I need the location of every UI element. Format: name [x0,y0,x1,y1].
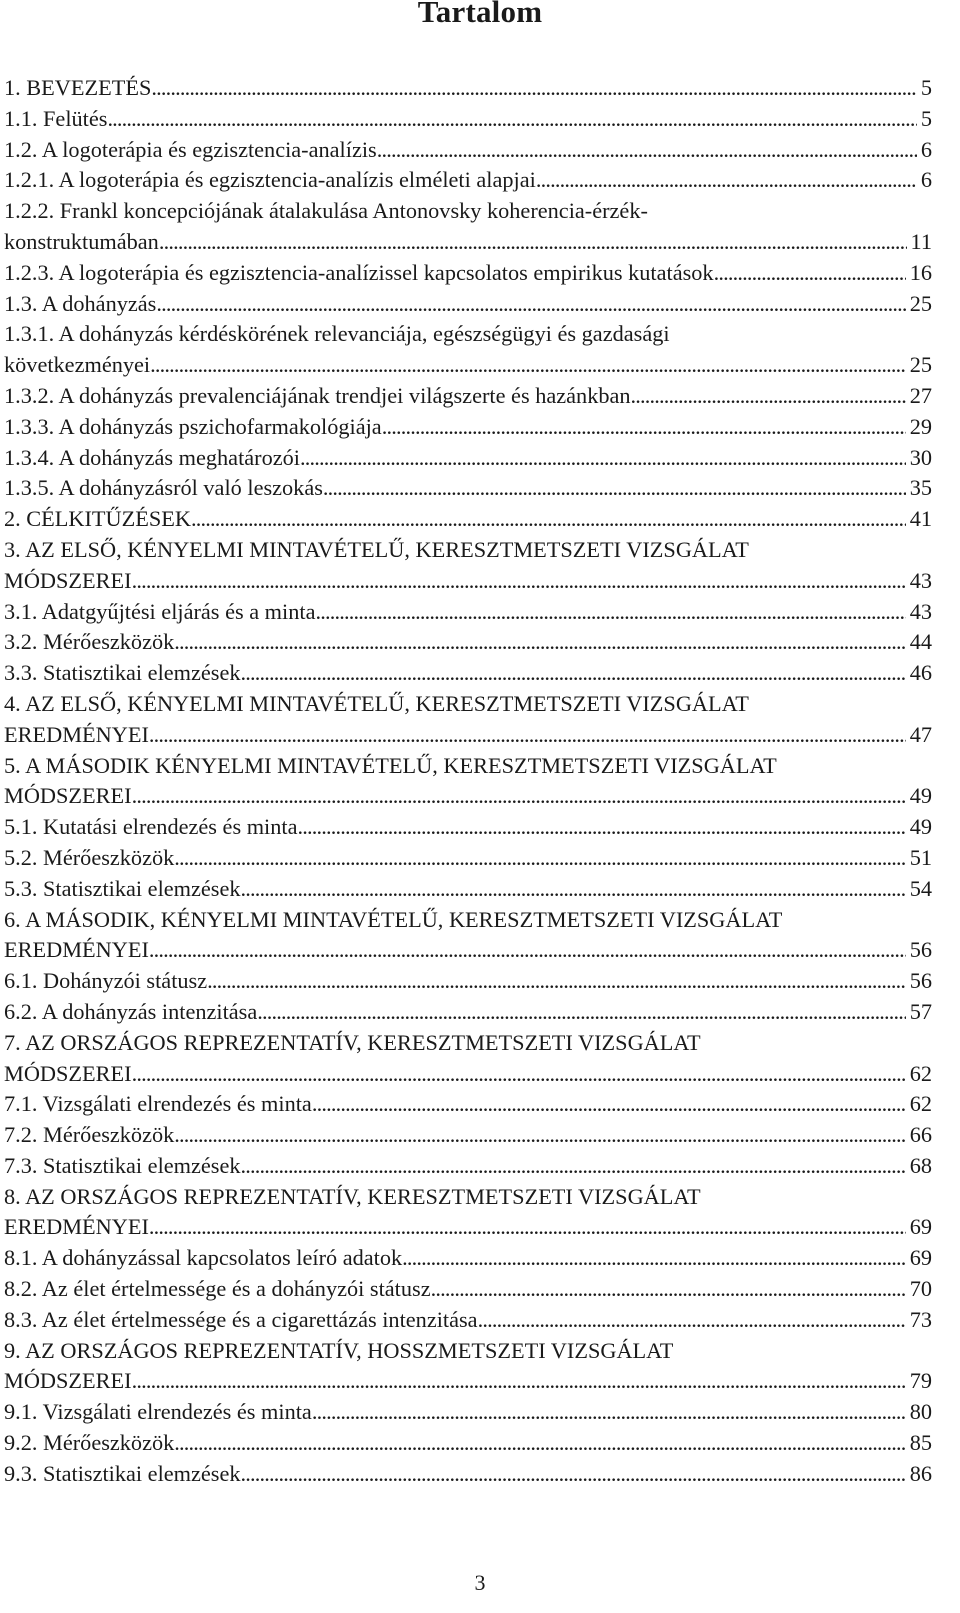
toc-entry-page-number: 30 [909,444,932,470]
toc-entry-title: 5.1. Kutatási elrendezés és minta [4,814,298,840]
dot-leader [149,720,906,751]
dot-leader [150,350,906,381]
toc-entry[interactable] [4,751,932,813]
toc-entry-page-number: 54 [909,875,932,901]
toc-entry-page-number: 86 [909,1460,932,1486]
toc-entry-page-number: 27 [909,382,932,408]
toc-entry-title: EREDMÉNYEI [4,937,149,963]
toc-entry-title-line1: 4. AZ ELSŐ, KÉNYELMI MINTAVÉTELŰ, KERESZTMETSZETI VIZSGÁLAT [4,690,749,716]
toc-entry-page-number: 62 [909,1091,932,1117]
toc-entry-page-number: 16 [909,259,932,285]
toc-entry-page-number: 43 [909,567,932,593]
dot-leader [312,1089,906,1120]
toc-entry-page-number: 11 [910,228,932,254]
toc-entry-page-number: 68 [909,1152,932,1178]
toc-entry[interactable] [4,504,932,535]
dot-leader [241,874,906,905]
toc-entry[interactable] [4,1243,932,1274]
toc-entry-page-number: 70 [909,1276,932,1302]
toc-entry-title: 3.1. Adatgyűjtési eljárás és a minta [4,598,316,624]
toc-entry-page-number: 80 [909,1399,932,1425]
toc-entry-page-number: 35 [909,475,932,501]
toc-entry-title: 1.3.2. A dohányzás prevalenciájának trendjei világszerte és hazánkban [4,382,631,408]
toc-entry-title: EREDMÉNYEI [4,1214,149,1240]
toc-entry[interactable] [4,535,932,597]
dot-leader [107,104,916,135]
toc-entry-page-number: 49 [909,814,932,840]
toc-entry[interactable] [4,997,932,1028]
toc-entry-page-number: 6 [920,136,932,162]
toc-entry[interactable] [4,966,932,997]
toc-entry[interactable] [4,381,932,412]
dot-leader [536,165,917,196]
dot-leader [174,627,905,658]
dot-leader [257,997,905,1028]
dot-leader [156,289,905,320]
dot-leader [300,443,906,474]
toc-entry-title: 8.2. Az élet értelmessége és a dohányzói státusz [4,1276,431,1302]
toc-entry-title: 1. BEVEZETÉS [4,75,152,100]
dot-leader [631,381,906,412]
toc-entry-title: 1.3.4. A dohányzás meghatározói [4,444,300,470]
toc-entry-page-number: 85 [909,1430,932,1456]
toc-entry[interactable] [4,412,932,443]
toc-entry[interactable] [4,1397,932,1428]
toc-entry-title-line1: 6. A MÁSODIK, KÉNYELMI MINTAVÉTELŰ, KERESZTMETSZETI VIZSGÁLAT [4,906,783,932]
toc-entry[interactable] [4,1182,932,1244]
toc-entry-title: 9.3. Statisztikai elemzések [4,1460,241,1486]
toc-entry[interactable] [4,165,932,196]
toc-entry-page-number: 29 [909,413,932,439]
dot-leader [149,935,906,966]
toc-entry-title: 1.2.3. A logoterápia és egzisztencia-analízissel kapcsolatos empirikus kutatások [4,259,714,285]
toc-entry[interactable] [4,843,932,874]
toc-entry-title-line1: 7. AZ ORSZÁGOS REPREZENTATÍV, KERESZTMETSZETI VIZSGÁLAT [4,1029,701,1055]
toc-entry-title-line1: 1.2.2. Frankl koncepciójának átalakulása Antonovsky koherencia-érzék- [4,198,648,224]
toc-entry[interactable] [4,1028,932,1090]
dot-leader [382,412,906,443]
dot-leader [478,1305,906,1336]
toc-entry[interactable] [4,104,932,135]
toc-entry-page-number: 6 [920,167,932,193]
dot-leader [191,504,906,535]
toc-entry-page-number: 66 [909,1122,932,1148]
dot-leader [431,1274,906,1305]
dot-leader [207,966,906,997]
toc-entry[interactable] [4,1120,932,1151]
dot-leader [241,1151,906,1182]
dot-leader [315,597,905,628]
dot-leader [241,658,906,689]
dot-leader [312,1397,906,1428]
toc-entry[interactable] [4,1151,932,1182]
toc-entry-page-number: 5 [920,75,932,100]
toc-entry[interactable] [4,1274,932,1305]
toc-entry[interactable] [4,689,932,751]
dot-leader [132,781,906,812]
page-title: Tartalom [417,0,543,29]
dot-leader [174,843,905,874]
toc-entry-title: 8.1. A dohányzással kapcsolatos leíró adatok [4,1245,403,1271]
toc-entry[interactable] [4,597,932,628]
toc-entry-page-number: 44 [909,629,932,655]
toc-entry-title: 1.1. Felütés [4,105,108,131]
toc-entry-title-line1: 8. AZ ORSZÁGOS REPREZENTATÍV, KERESZTMETSZETI VIZSGÁLAT [4,1183,701,1209]
toc-entry-title: 9.1. Vizsgálati elrendezés és minta [4,1399,312,1425]
toc-entry[interactable] [4,1089,932,1120]
dot-leader [174,1428,905,1459]
toc-entry-page-number: 51 [909,844,932,870]
toc-entry-page-number: 69 [909,1245,932,1271]
toc-entry-page-number: 25 [909,290,932,316]
toc-entry-title: 3.3. Statisztikai elemzések [4,660,241,686]
toc-entry-page-number: 57 [909,998,932,1024]
toc-entry-page-number: 41 [909,506,932,532]
toc-entry-page-number: 46 [909,660,932,686]
table-of-contents [4,73,932,1490]
toc-entry-page-number: 73 [909,1306,932,1332]
toc-entry-title: MÓDSZEREI [4,1368,132,1394]
toc-entry-title: 9.2. Mérőeszközök [4,1430,175,1456]
toc-entry-page-number: 5 [920,105,932,131]
toc-entry-page-number: 62 [909,1060,932,1086]
toc-entry[interactable] [4,627,932,658]
toc-entry-title-line1: 5. A MÁSODIK KÉNYELMI MINTAVÉTELŰ, KERESZTMETSZETI VIZSGÁLAT [4,752,777,778]
toc-entry[interactable] [4,196,932,258]
dot-leader [714,258,906,289]
toc-entry-page-number: 43 [909,598,932,624]
dot-leader [241,1459,906,1490]
toc-entry-title: 1.3.5. A dohányzásról való leszokás [4,475,323,501]
toc-entry-title: EREDMÉNYEI [4,721,149,747]
dot-leader [132,1366,906,1397]
toc-entry-title: 7.3. Statisztikai elemzések [4,1152,241,1178]
toc-entry[interactable] [4,1428,932,1459]
toc-entry-title: MÓDSZEREI [4,783,132,809]
toc-entry[interactable] [4,73,932,104]
toc-entry-title: 8.3. Az élet értelmessége és a cigarettázás intenzitása [4,1306,478,1332]
toc-entry-title: 1.3. A dohányzás [4,290,157,316]
toc-entry[interactable] [4,1459,932,1490]
toc-entry[interactable] [4,473,932,504]
toc-entry-page-number: 79 [909,1368,932,1394]
toc-entry-title: MÓDSZEREI [4,567,132,593]
toc-entry-page-number: 47 [909,721,932,747]
toc-entry[interactable] [4,1305,932,1336]
toc-entry-title: 1.2.1. A logoterápia és egzisztencia-analízis elméleti alapjai [4,167,536,193]
toc-entry-page-number: 56 [909,937,932,963]
dot-leader [132,566,906,597]
dot-leader [297,812,905,843]
toc-entry-title: 6.1. Dohányzói státusz [4,968,208,994]
dot-leader [151,73,916,104]
toc-entry[interactable] [4,443,932,474]
toc-entry-title: MÓDSZEREI [4,1060,132,1086]
toc-entry[interactable] [4,658,932,689]
toc-entry-title: 7.2. Mérőeszközök [4,1122,175,1148]
toc-entry-title: 5.3. Statisztikai elemzések [4,875,241,901]
toc-entry[interactable] [4,289,932,320]
toc-entry-page-number: 25 [909,352,932,378]
toc-entry[interactable] [4,135,932,166]
toc-entry-page-number: 69 [909,1214,932,1240]
toc-entry[interactable] [4,319,932,381]
dot-leader [174,1120,905,1151]
toc-entry-title: 6.2. A dohányzás intenzitása [4,998,258,1024]
dot-leader [149,1212,906,1243]
toc-entry-title: 1.2. A logoterápia és egzisztencia-analízis [4,136,377,162]
toc-entry-title-line1: 1.3.1. A dohányzás kérdéskörének relevanciája, egészségügyi és gazdasági [4,321,670,347]
toc-entry-title: konstruktumában [4,228,159,254]
dot-leader [323,473,906,504]
toc-entry[interactable] [4,905,932,967]
toc-entry-page-number: 56 [909,968,932,994]
toc-entry-title: 7.1. Vizsgálati elrendezés és minta [4,1091,312,1117]
dot-leader [159,227,907,258]
toc-entry-title: 2. CÉLKITŰZÉSEK [4,506,192,532]
toc-entry-page-number: 49 [909,783,932,809]
toc-entry-title: 3.2. Mérőeszközök [4,629,175,655]
toc-entry-title: következményei [4,352,151,378]
toc-entry[interactable] [4,874,932,905]
toc-entry[interactable] [4,258,932,289]
toc-entry-title: 5.2. Mérőeszközök [4,844,175,870]
toc-entry[interactable] [4,812,932,843]
page-number: 3 [474,1570,486,1595]
toc-entry-title: 1.3.3. A dohányzás pszichofarmakológiája [4,413,382,439]
toc-entry[interactable] [4,1336,932,1398]
dot-leader [132,1059,906,1090]
toc-entry-title-line1: 9. AZ ORSZÁGOS REPREZENTATÍV, HOSSZMETSZETI VIZSGÁLAT [4,1337,674,1363]
dot-leader [402,1243,906,1274]
dot-leader [377,135,917,166]
toc-entry-title-line1: 3. AZ ELSŐ, KÉNYELMI MINTAVÉTELŰ, KERESZTMETSZETI VIZSGÁLAT [4,536,749,562]
